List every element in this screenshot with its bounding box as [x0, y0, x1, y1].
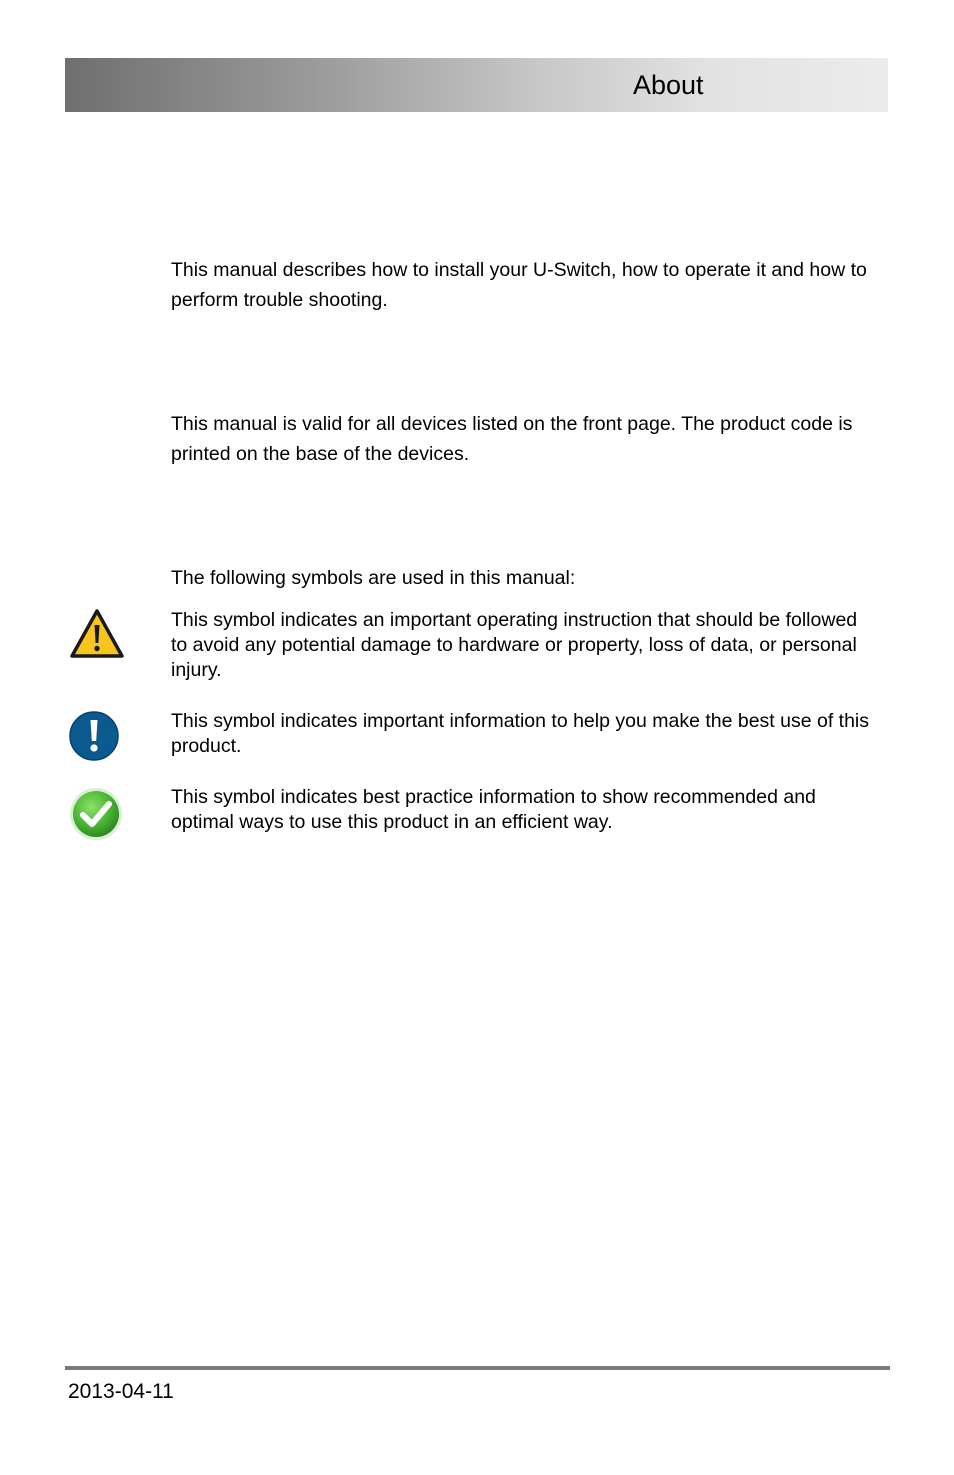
header-bar: [65, 58, 888, 112]
footer-divider: [65, 1366, 890, 1370]
symbols-intro: The following symbols are used in this manual:: [171, 567, 576, 589]
validity-paragraph: This manual is valid for all devices listed on the front page. The product code is printed on the base of the devices.: [171, 413, 853, 465]
symbol-description-best-practice: This symbol indicates best practice information to show recommended and optimal ways to use this product in an efficient way.: [171, 786, 816, 833]
exclamation-circle-icon: [68, 709, 120, 763]
checkmark-circle-icon: [68, 786, 124, 842]
page-title: About: [633, 70, 704, 100]
symbol-description-info: This symbol indicates important information to help you make the best use of this product.: [171, 710, 870, 757]
warning-triangle-icon: [68, 607, 126, 661]
footer-date: 2013-04-11: [68, 1380, 174, 1403]
symbol-description-warning: This symbol indicates an important operating instruction that should be followed to avoid any potential damage to hardware or property, loss of data, or personal injury.: [171, 609, 858, 681]
manual-scope-paragraph: This manual describes how to install your U-Switch, how to operate it and how to perform trouble shooting.: [171, 259, 867, 311]
